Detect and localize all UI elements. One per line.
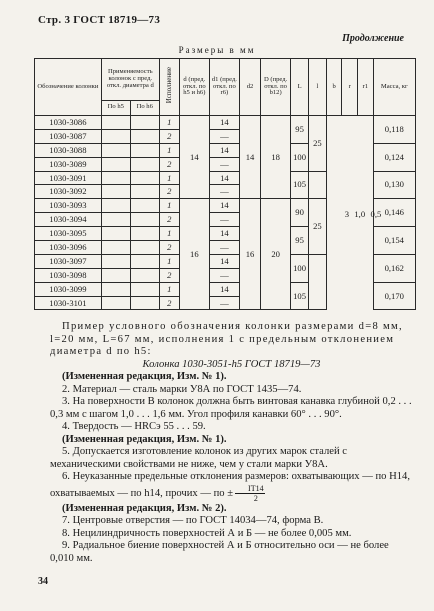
th-execution: Исполнение (159, 59, 179, 116)
cell-L: 90 (291, 199, 309, 227)
fraction: $\frac{IT14}{2}$ (235, 484, 265, 503)
cell-exec: 1 (159, 143, 179, 157)
cell-d2: 14 (239, 116, 260, 199)
th-d1: d1 (пред. откл. по r6) (209, 59, 239, 116)
th-l: l (308, 59, 326, 116)
cell-code: 1030-3098 (35, 268, 102, 282)
amendment-note-2: (Измененная редакция, Изм. № 1). (62, 433, 227, 445)
cell-l: 25 (308, 116, 326, 172)
item-3: 3. На поверхности В колонок должна быть винтовая канавка глубиной 0,2 . . . 0,3 мм с шагом 1,0 . . . 1,6 мм. Угол профиля канавки 60° . . . 90°. (50, 396, 412, 420)
cell-mass: 0,146 (373, 199, 415, 227)
cell-code: 1030-3095 (35, 227, 102, 241)
cell-d1: 14 (209, 199, 239, 213)
cell-mass: 0,130 (373, 171, 415, 199)
cell-L: 105 (291, 282, 309, 310)
cell-d1: 14 (209, 227, 239, 241)
th-h5: По h5 (101, 100, 130, 115)
dimensions-table (34, 58, 416, 310)
cell-d1: 14 (209, 116, 239, 130)
cell-L: 100 (291, 143, 309, 171)
cell-code: 1030-3088 (35, 143, 102, 157)
cell-exec: 1 (159, 282, 179, 296)
cell-d1: 14 (209, 143, 239, 157)
cell-d1: 14 (209, 171, 239, 185)
cell-code: 1030-3086 (35, 116, 102, 130)
cell-d1: — (209, 296, 239, 310)
cell-d1: — (209, 129, 239, 143)
cell-L: 105 (291, 171, 309, 199)
example-code: Колонка 1030-3051-h5 ГОСТ 18719—73 (142, 358, 321, 370)
cell-d1: — (209, 241, 239, 255)
cell-exec: 1 (159, 171, 179, 185)
cell-exec: 1 (159, 254, 179, 268)
th-d: d (пред. откл. по h5 и h6) (179, 59, 209, 116)
cell-d1: — (209, 157, 239, 171)
cell-r1: 0,5 (370, 209, 382, 219)
cell-exec: 2 (159, 157, 179, 171)
cell-mass: 0,162 (373, 254, 415, 282)
cell-exec: 1 (159, 227, 179, 241)
cell-exec: 2 (159, 296, 179, 310)
cell-d2: 16 (239, 199, 260, 310)
cell-code: 1030-3094 (35, 213, 102, 227)
page-number: 34 (38, 576, 48, 587)
th-b: b (326, 59, 342, 116)
th-designation: Обозначение колонки (35, 59, 102, 116)
cell-d1: — (209, 185, 239, 199)
cell-L: 95 (291, 227, 309, 255)
th-L: L (291, 59, 309, 116)
cell-exec: 1 (159, 199, 179, 213)
item-9: 9. Радиальное биение поверхностей А и Б относительно оси — не более 0,010 мм. (50, 540, 389, 564)
cell-code: 1030-3087 (35, 129, 102, 143)
cell-code: 1030-3099 (35, 282, 102, 296)
item-5: 5. Допускается изготовление колонок из других марок сталей с механическими свойствами не ниже, чем у стали марки У8А. (50, 446, 347, 470)
cell-code: 1030-3096 (35, 241, 102, 255)
item-2: 2. Материал — сталь марки У8А по ГОСТ 1435—74. (62, 383, 302, 395)
cell-exec: 2 (159, 241, 179, 255)
table-row (35, 116, 416, 130)
table-caption: Размеры в мм (178, 45, 256, 55)
cell-exec: 2 (159, 268, 179, 282)
shared-b-r-r1 (342, 209, 384, 219)
cell-d1: — (209, 213, 239, 227)
cell-d: 16 (179, 199, 209, 310)
th-r1: r1 (357, 59, 373, 116)
cell-L: 95 (291, 116, 309, 144)
cell-exec: 2 (159, 129, 179, 143)
cell-D: 20 (261, 199, 291, 310)
cell-D: 18 (261, 116, 291, 199)
cell-code: 1030-3097 (35, 254, 102, 268)
cell-mass: 0,124 (373, 143, 415, 171)
cell-code: 1030-3092 (35, 185, 102, 199)
body-text (50, 321, 413, 565)
cell-code: 1030-3091 (35, 171, 102, 185)
cell-d: 14 (179, 116, 209, 199)
cell-exec: 2 (159, 185, 179, 199)
cell-mass: 0,118 (373, 116, 415, 144)
item-4: 4. Твердость — HRCэ 55 . . . 59. (62, 421, 206, 432)
amendment-note-3: (Измененная редакция, Изм. № 2). (62, 502, 227, 514)
cell-code: 1030-3089 (35, 157, 102, 171)
th-mass: Масса, кг (373, 59, 415, 116)
cell-code: 1030-3093 (35, 199, 102, 213)
cell-d1: — (209, 268, 239, 282)
item-8: 8. Нецилиндричность поверхностей А и Б — не более 0,005 мм. (62, 527, 352, 539)
cell-exec: 2 (159, 213, 179, 227)
th-h6: По h6 (130, 100, 159, 115)
amendment-note-1: (Измененная редакция, Изм. № 1). (62, 371, 227, 382)
page-header: Стр. 3 ГОСТ 18719—73 (38, 14, 161, 26)
th-D: D (пред. откл. по b12) (261, 59, 291, 116)
cell-mass: 0,154 (373, 227, 415, 255)
th-applicability: Применяемость колонок с пред. откл. диаметра d (101, 59, 159, 101)
th-r: r (342, 59, 358, 116)
cell-b: 3 (344, 209, 349, 219)
item-6: 6. Неуказанные предельные отклонения размеров: охватывающих — по Н14, охватываемых — по h14, прочих — по ± $\frac{IT14}{2}$ (50, 471, 410, 503)
cell-exec: 1 (159, 116, 179, 130)
cell-d1: 14 (209, 282, 239, 296)
cell-l: 25 (308, 199, 326, 255)
cell-d1: 14 (209, 254, 239, 268)
example-text: Пример условного обозначения колонки размерами d=8 мм, l=20 мм, L=67 мм, исполнения 1 с предельным отклонением диаметра d по h5: (50, 321, 403, 357)
th-d2: d2 (239, 59, 260, 116)
cell-code: 1030-3101 (35, 296, 102, 310)
cell-mass: 0,170 (373, 282, 415, 310)
cell-r: 1,0 (354, 209, 366, 219)
cell-L: 100 (291, 254, 309, 282)
continuation-label: Продолжение (342, 33, 404, 44)
item-7: 7. Центровые отверстия — по ГОСТ 14034—74, форма В. (62, 515, 324, 526)
